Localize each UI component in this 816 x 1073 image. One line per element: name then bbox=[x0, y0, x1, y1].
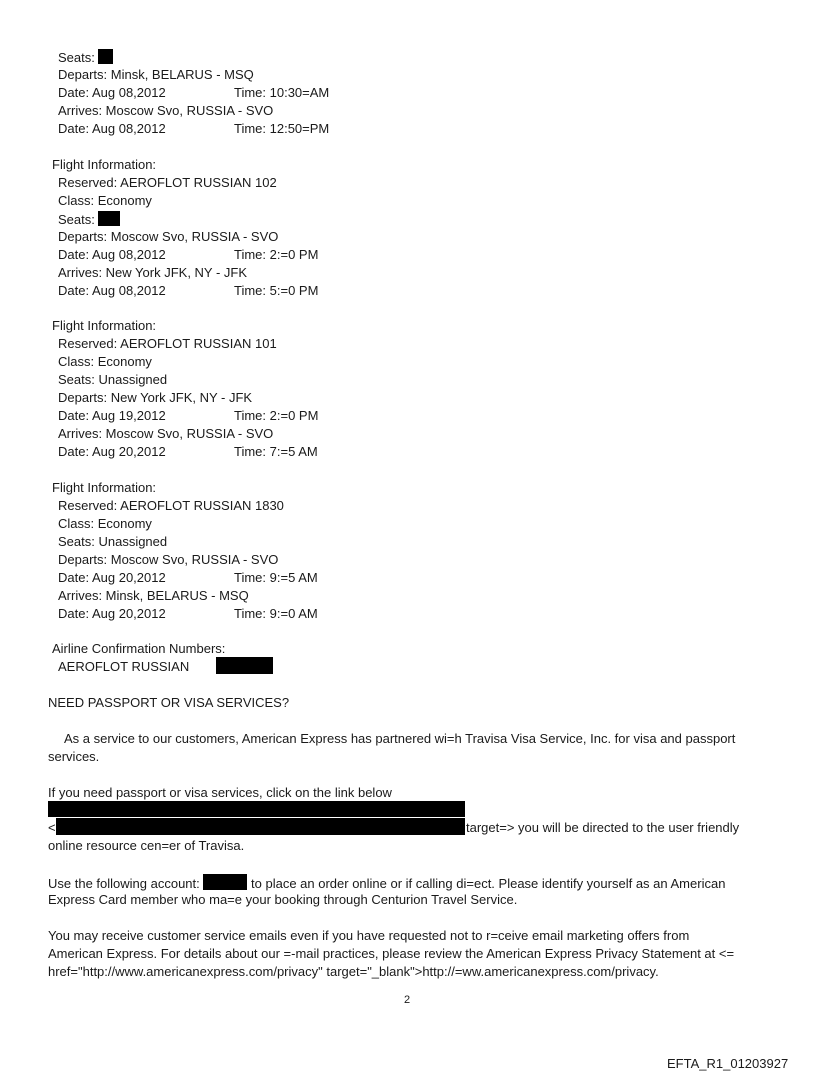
departs-line: Departs: New York JFK, NY - JFK bbox=[58, 390, 253, 405]
flight-info-header: Flight Information: bbox=[52, 157, 157, 172]
time-line: Time: 2:=0 PM bbox=[234, 247, 319, 262]
date-line: Date: Aug 19,2012 bbox=[58, 408, 166, 423]
passport-paragraph-line: As a service to our customers, American Express has partnered wi=h Travisa Visa Service, Inc. for visa and passport bbox=[64, 731, 736, 746]
time-line: Time: 9:=5 AM bbox=[234, 570, 318, 585]
reserved-line: Reserved: AEROFLOT RUSSIAN 101 bbox=[58, 336, 277, 351]
date-line: Date: Aug 20,2012 bbox=[58, 444, 166, 459]
passport-heading: NEED PASSPORT OR VISA SERVICES? bbox=[48, 695, 290, 710]
seats-line: Seats: Unassigned bbox=[58, 372, 168, 387]
date-line: Date: Aug 08,2012 bbox=[58, 247, 166, 262]
lt-bracket: < bbox=[48, 820, 56, 835]
page-number: 2 bbox=[404, 994, 411, 1006]
redacted-account bbox=[203, 874, 247, 890]
redaction-box bbox=[216, 657, 273, 674]
departs-line: Departs: Minsk, BELARUS - MSQ bbox=[58, 67, 254, 82]
redaction-box bbox=[98, 211, 120, 226]
flight-info-header: Flight Information: bbox=[52, 318, 157, 333]
account-line bbox=[48, 874, 725, 892]
time-line: Time: 12:50=PM bbox=[234, 121, 330, 136]
redaction-box bbox=[98, 49, 113, 64]
date-line: Date: Aug 08,2012 bbox=[58, 121, 166, 136]
online-resource-line: online resource cen=er of Travisa. bbox=[48, 838, 245, 853]
time-line: Time: 2:=0 PM bbox=[234, 408, 319, 423]
departs-line: Departs: Moscow Svo, RUSSIA - SVO bbox=[58, 229, 279, 244]
account-line-2: Express Card member who ma=e your booking through Centurion Travel Service. bbox=[48, 892, 518, 907]
seats-label: Seats: bbox=[58, 212, 95, 227]
arrives-line: Arrives: Moscow Svo, RUSSIA - SVO bbox=[58, 426, 274, 441]
privacy-line: You may receive customer service emails even if you have requested not to r=ceive email marketing offers from bbox=[48, 928, 690, 943]
time-line: Time: 5:=0 PM bbox=[234, 283, 319, 298]
date-line: Date: Aug 20,2012 bbox=[58, 570, 166, 585]
arrives-line: Arrives: New York JFK, NY - JFK bbox=[58, 265, 248, 280]
arrives-line: Arrives: Minsk, BELARUS - MSQ bbox=[58, 588, 249, 603]
seats-label: Seats: bbox=[58, 50, 95, 65]
reserved-line: Reserved: AEROFLOT RUSSIAN 1830 bbox=[58, 498, 284, 513]
confirmation-airline: AEROFLOT RUSSIAN bbox=[58, 659, 190, 674]
time-line: Time: 10:30=AM bbox=[234, 85, 330, 100]
seats-line bbox=[58, 49, 113, 66]
time-line: Time: 9:=0 AM bbox=[234, 606, 318, 621]
account-instructions: to place an order online or if calling di=ect. Please identify yourself as an American bbox=[251, 876, 726, 891]
account-label: Use the following account: bbox=[48, 876, 200, 891]
time-line: Time: 7:=5 AM bbox=[234, 444, 318, 459]
arrives-line: Arrives: Moscow Svo, RUSSIA - SVO bbox=[58, 103, 274, 118]
reserved-line: Reserved: AEROFLOT RUSSIAN 102 bbox=[58, 175, 277, 190]
date-line: Date: Aug 20,2012 bbox=[58, 606, 166, 621]
confirmation-header: Airline Confirmation Numbers: bbox=[52, 641, 226, 656]
document-id: EFTA_R1_01203927 bbox=[667, 1056, 789, 1071]
departs-line: Departs: Moscow Svo, RUSSIA - SVO bbox=[58, 552, 279, 567]
date-line: Date: Aug 08,2012 bbox=[58, 85, 166, 100]
seats-line bbox=[58, 211, 120, 228]
class-line: Class: Economy bbox=[58, 516, 152, 531]
privacy-line: American Express. For details about our =-mail practices, please review the American Express Privacy Statement at <= bbox=[48, 946, 735, 961]
date-line: Date: Aug 08,2012 bbox=[58, 283, 166, 298]
privacy-line: href="http://www.americanexpress.com/privacy" target="_blank">http://=ww.americanexpress.com/privacy. bbox=[48, 964, 659, 979]
link-intro: If you need passport or visa services, click on the link below bbox=[48, 785, 392, 800]
class-line: Class: Economy bbox=[58, 354, 152, 369]
seats-line: Seats: Unassigned bbox=[58, 534, 168, 549]
passport-paragraph-line: services. bbox=[48, 749, 100, 764]
redacted-link bbox=[48, 801, 465, 817]
redacted-link bbox=[56, 818, 465, 835]
class-line: Class: Economy bbox=[58, 193, 152, 208]
target-text: target=> you will be directed to the user friendly bbox=[466, 820, 740, 835]
flight-info-header: Flight Information: bbox=[52, 480, 157, 495]
